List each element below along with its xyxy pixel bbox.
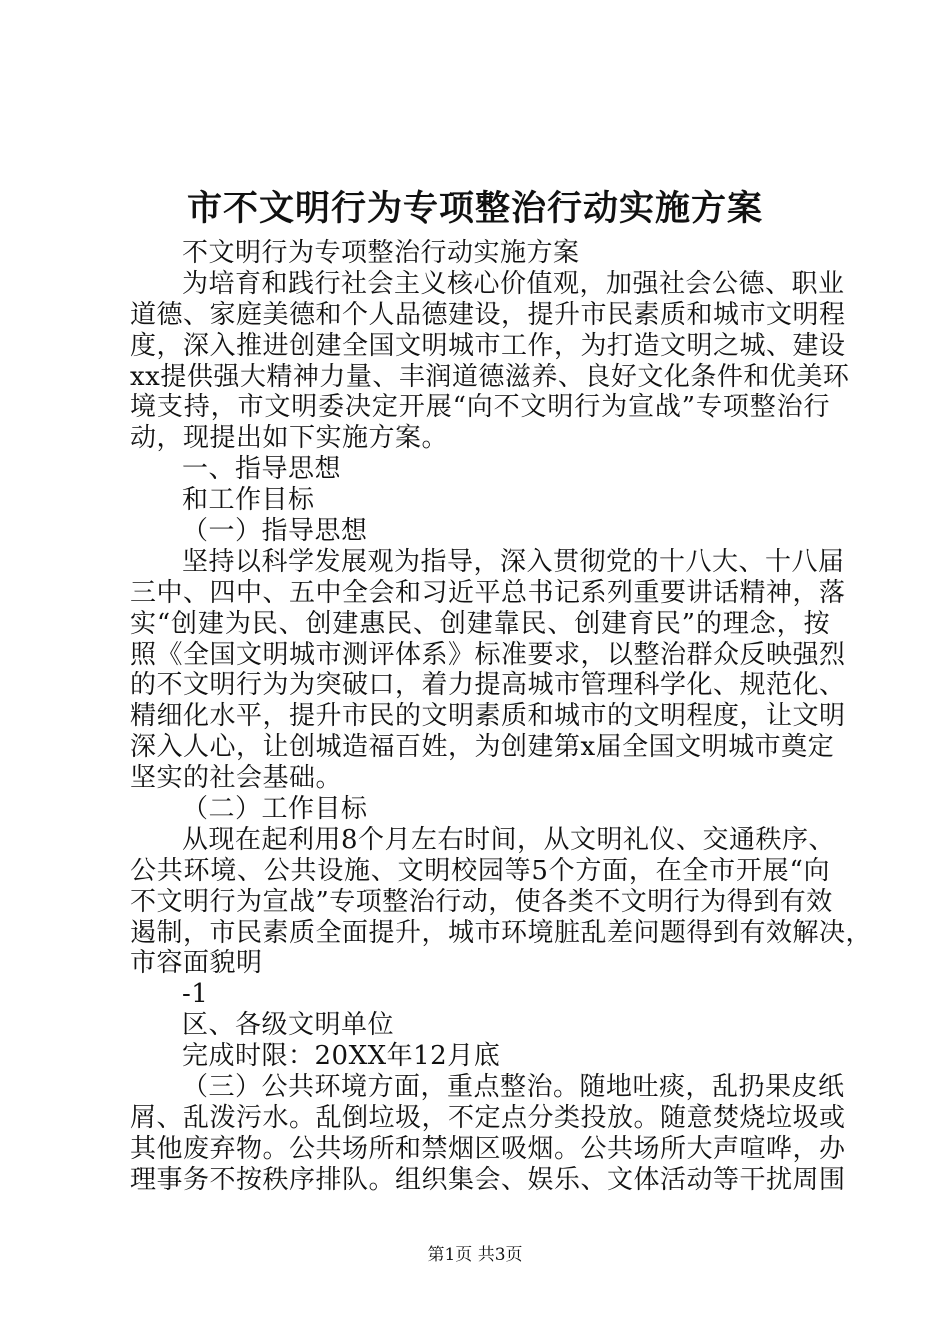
text-line: （三）公共环境方面，重点整治。随地吐痰，乱扔果皮纸	[182, 1072, 845, 1103]
text-line: 不文明行为专项整治行动实施方案	[182, 238, 580, 268]
text-line: 和工作目标	[182, 485, 315, 516]
text-line: 度，深入推进创建全国文明城市工作，为打造文明之城、建设	[130, 330, 846, 361]
text-line: 动，现提出如下实施方案。	[130, 423, 449, 454]
text-line: 实“创建为民、创建惠民、创建靠民、创建育民”的理念，按	[130, 608, 830, 639]
text-line: 完成时限：20XX年12月底	[182, 1041, 501, 1072]
text-line: 坚实的社会基础。	[130, 763, 343, 794]
text-line: 深入人心，让创城造福百姓，为创建第x届全国文明城市奠定	[130, 732, 835, 763]
text-line: 为培育和践行社会主义核心价值观，加强社会公德、职业	[182, 268, 845, 299]
text-line: 不文明行为宣战”专项整治行动，使各类不文明行为得到有效	[130, 886, 833, 917]
text-line: 其他废弃物。公共场所和禁烟区吸烟。公共场所大声喧哗，办	[130, 1133, 846, 1164]
text-line: 理事务不按秩序排队。组织集会、娱乐、文体活动等干扰周围	[130, 1164, 846, 1195]
text-line: -1	[182, 979, 209, 1010]
text-line: 区、各级文明单位	[182, 1010, 395, 1041]
text-line: 道德、家庭美德和个人品德建设，提升市民素质和城市文明程	[130, 299, 846, 330]
text-line: 照《全国文明城市测评体系》标准要求，以整治群众反映强烈	[130, 639, 846, 670]
text-line: 的不文明行为为突破口，着力提高城市管理科学化、规范化、	[130, 670, 846, 701]
document-title: 市不文明行为专项整治行动实施方案	[186, 189, 763, 229]
text-line: 三中、四中、五中全会和习近平总书记系列重要讲话精神，落	[130, 577, 846, 608]
text-line: 一、指导思想	[182, 454, 342, 485]
text-line: 从现在起利用8个月左右时间，从文明礼仪、交通秩序、	[182, 824, 836, 855]
text-line: xx提供强大精神力量、丰润道德滋养、良好文化条件和优美环	[130, 361, 850, 392]
text-line: 市容面貌明	[130, 948, 263, 979]
text-line: 坚持以科学发展观为指导，深入贯彻党的十八大、十八届	[182, 546, 845, 577]
text-line: 公共环境、公共设施、文明校园等5个方面，在全市开展“向	[130, 855, 830, 886]
text-line: （二）工作目标	[182, 794, 368, 825]
page-footer: 第1页 共3页	[427, 1245, 523, 1265]
text-line: 遏制，市民素质全面提升，城市环境脏乱差问题得到有效解决，	[130, 917, 873, 948]
text-line: 境支持，市文明委决定开展“向不文明行为宣战”专项整治行	[130, 392, 830, 423]
text-line: 屑、乱泼污水。乱倒垃圾，不定点分类投放。随意焚烧垃圾或	[130, 1102, 846, 1133]
document-body	[130, 238, 873, 1196]
text-line: 精细化水平，提升市民的文明素质和城市的文明程度，让文明	[130, 701, 846, 732]
text-line: （一）指导思想	[182, 516, 368, 547]
